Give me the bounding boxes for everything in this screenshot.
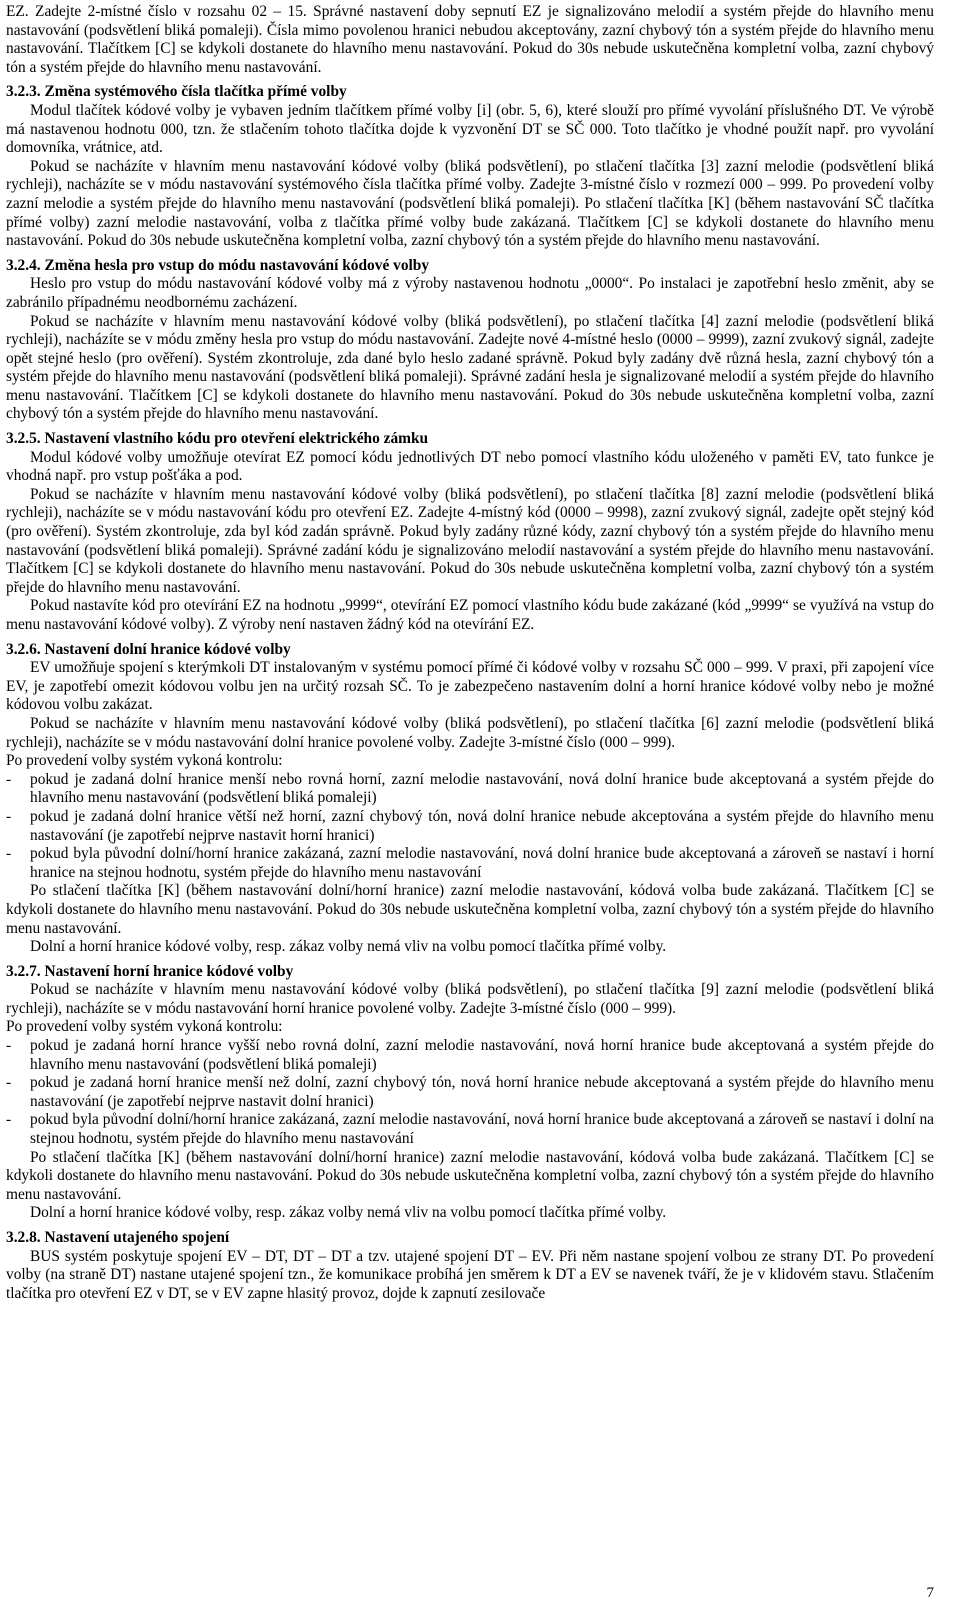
list-item-text: pokud byla původní dolní/horní hranice zakázaná, zazní melodie nastavování, nová dolní hranice bude akceptovaná a zároveň se nastaví i horní hranice na stejnou hodnotu, systém přejde do hlavního menu nastavování xyxy=(30,845,934,881)
list-item xyxy=(6,771,934,808)
section-heading: 3.2.3. Změna systémového čísla tlačítka přímé volby xyxy=(6,83,347,101)
section-heading: 3.2.8. Nastavení utajeného spojení xyxy=(6,1229,230,1246)
paragraph: Po stlačení tlačítka [K] (během nastavování dolní/horní hranice) zazní melodie nastavování, kódová volba bude zakázaná. Tlačítkem [C] se kdykoli dostanete do hlavního menu nastavování. Pokud do 30s nebude uskutečněna kompletní volba, zazní chybový tón a systém přejde do hlavního menu nastavování. xyxy=(6,882,934,937)
section-heading: 3.2.7. Nastavení horní hranice kódové volby xyxy=(6,962,294,980)
paragraph: Pokud se nacházíte v hlavním menu nastavování kódové volby (bliká podsvětlení), po stlačení tlačítka [3] zazní melodie (podsvětlení bliká rychleji), nacházíte se v módu nastavování systémového čísla tlačítka přímé volby. Zadejte 3-místné číslo v rozmezí 000 – 999. Po provedení volby zazní melodie a systém přejde do hlavního menu nastavování (podsvětlení bliká pomaleji). Po stlačení tlačítka [K] (během nastavování SČ tlačítka přímé volby) zazní melodie nastavování, volba z tlačítka přímé volby bude zakázaná. Tlačítkem [C] se kdykoli dostanete do hlavního menu nastavování. Pokud do 30s nebude uskutečněna kompletní volba, zazní chybový tón a systém přejde do hlavního menu nastavování. xyxy=(6,157,934,250)
dash-marker: - xyxy=(6,1111,12,1129)
list-item xyxy=(6,1111,934,1148)
list-item-text: pokud byla původní dolní/horní hranice zakázaná, zazní melodie nastavování, nová horní hranice bude akceptovaná a zároveň se nastaví i dolní na stejnou hodnotu, systém přejde do hlavního menu nastavování xyxy=(30,1111,934,1148)
paragraph: EV umožňuje spojení s kterýmkoli DT instalovaným v systému pomocí přímé či kódové volby v rozsahu SČ 000 – 999. V praxi, při zapojení více EV, je zapotřebí omezit kódovou volbu jen na určitý rozsah SČ. To je zabezpečeno nastavením dolní a horní hranice kódové volby nebo je možné kódovou volbu zakázat. xyxy=(6,659,934,714)
paragraph: Pokud se nacházíte v hlavním menu nastavování kódové volby (bliká podsvětlení), po stlačení tlačítka [9] zazní melodie (podsvětlení bliká rychleji), nacházíte se v módu nastavování horní hranice povolené volby. Zadejte 3-místné číslo (000 – 999). xyxy=(6,981,934,1017)
paragraph: Pokud nastavíte kód pro otevírání EZ na hodnotu „9999“, otevírání EZ pomocí vlastního kódu bude zakázané (kód „9999“ se využívá na vstup do menu nastavování kódové volby). Z výroby není nastaven žádný kód na otevírání EZ. xyxy=(6,597,934,633)
section-heading: 3.2.4. Změna hesla pro vstup do módu nastavování kódové volby xyxy=(6,256,430,274)
dash-marker: - xyxy=(6,1037,12,1055)
list-item-text: pokud je zadaná dolní hranice větší než horní, zazní chybový tón, nová dolní hranice nebude akceptována a systém přejde do hlavního menu nastavování (je zapotřebí nejprve nastavit horní hranici) xyxy=(30,807,934,844)
paragraph: Dolní a horní hranice kódové volby, resp. zákaz volby nemá vliv na volbu pomocí tlačítka přímé volby. xyxy=(30,1204,667,1222)
paragraph: Po stlačení tlačítka [K] (během nastavování dolní/horní hranice) zazní melodie nastavování, kódová volba bude zakázaná. Tlačítkem [C] se kdykoli dostanete do hlavního menu nastavování. Pokud do 30s nebude uskutečněna kompletní volba, zazní chybový tón a systém přejde do hlavního menu nastavování. xyxy=(6,1148,934,1203)
dash-marker: - xyxy=(6,845,12,863)
list-item xyxy=(6,845,934,882)
list-item-text: pokud je zadaná horní hrance vyšší nebo rovná dolní, zazní melodie nastavování, nová horní hranice bude akceptovaná a systém přejde do hlavního menu nastavování (podsvětlení bliká pomaleji) xyxy=(30,1037,934,1073)
paragraph: Pokud se nacházíte v hlavním menu nastavování kódové volby (bliká podsvětlení), po stlačení tlačítka [6] zazní melodie (podsvětlení bliká rychleji), nacházíte se v módu nastavování dolní hranice povolené volby. Zadejte 3-místné číslo (000 – 999). xyxy=(6,714,934,751)
paragraph: Modul kódové volby umožňuje otevírat EZ pomocí kódu jednotlivých DT nebo pomocí vlastního kódu uloženého v paměti EV, tato funkce je vhodná např. pro vstup pošťáka a pod. xyxy=(6,448,934,485)
dash-marker: - xyxy=(6,1074,12,1092)
paragraph: Pokud se nacházíte v hlavním menu nastavování kódové volby (bliká podsvětlení), po stlačení tlačítka [8] zazní melodie (podsvětlení bliká rychleji), nacházíte se v módu nastavování kódu pro otevření EZ. Zadejte 4-místný kód (0000 – 9998), zazní zvukový signál, zadejte opět stejný kód (pro ověření). Systém zkontroluje, zda byl kód zadán správně. Pokud byly zadány různé kódy, zazní chybový tón a systém přejde do hlavního menu nastavování (podsvětlení bliká pomaleji). Správné zadání kódu je signalizováno melodií nastavování a systém přejde do hlavního menu nastavování. Tlačítkem [C] se kdykoli dostanete do hlavního menu nastavování. Pokud do 30s nebude uskutečněna kompletní volba, zazní chybový tón a systém přejde do hlavního menu nastavování. xyxy=(6,485,934,596)
dash-marker: - xyxy=(6,807,12,825)
list-item-text: pokud je zadaná dolní hranice menší nebo rovná horní, zazní melodie nastavování, nová dolní hranice bude akceptovaná a systém přejde do hlavního menu nastavování (podsvětlení bliká pomaleji) xyxy=(30,770,934,807)
paragraph: EZ. Zadejte 2-místné číslo v rozsahu 02 – 15. Správné nastavení doby sepnutí EZ je signalizováno melodií a systém přejde do hlavního menu nastavování (podsvětlení bliká pomaleji). Čísla mimo povolenou hranici nebudou akceptovány, zazní chybový tón a systém přejde do hlavního menu nastavování. Tlačítkem [C] se kdykoli dostanete do hlavního menu nastavování. Pokud do 30s nebude uskutečněna kompletní volba, zazní chybový tón a systém přejde do hlavního menu nastavování. xyxy=(6,3,934,76)
paragraph: Po provedení volby systém vykoná kontrolu: xyxy=(6,1018,283,1036)
list-item xyxy=(6,1037,934,1074)
dash-marker: - xyxy=(6,770,12,788)
section-heading: 3.2.6. Nastavení dolní hranice kódové volby xyxy=(6,640,291,658)
paragraph: Dolní a horní hranice kódové volby, resp. zákaz volby nemá vliv na volbu pomocí tlačítka přímé volby. xyxy=(30,938,667,956)
list-item xyxy=(6,1074,934,1111)
paragraph: Pokud se nacházíte v hlavním menu nastavování kódové volby (bliká podsvětlení), po stlačení tlačítka [4] zazní melodie (podsvětlení bliká rychleji), nacházíte se v módu změny hesla pro vstup do módu nastavování. Zadejte nové 4-místné heslo (0000 – 9999), zazní zvukový signál, zadejte opět stejné heslo (pro ověření). Systém zkontroluje, zda dané bylo heslo zadané správně. Pokud byly zadány dvě různá hesla, zazní chybový tón a systém přejde do hlavního menu nastavování (podsvětlení bliká pomaleji). Správné zadání hesla je signalizované melodií a systém přejde do hlavního menu nastavování. Tlačítkem [C] se kdykoli dostanete do hlavního menu nastavování. Pokud do 30s nebude uskutečněna kompletní volba, zazní chybový tón a systém přejde do hlavního menu nastavování. xyxy=(6,312,934,423)
paragraph: BUS systém poskytuje spojení EV – DT, DT – DT a tzv. utajené spojení DT – EV. Při něm nastane spojení volbou ze strany DT. Po provedení volby (na straně DT) nastane utajené spojení tzn., že komunikace probíhá jen směrem k DT a EV se navenek tváří, že je v klidovém stavu. Stlačením tlačítka pro otevření EZ v DT, se v EV zapne hlasitý provoz, dojde k zapnutí zesilovače xyxy=(6,1247,934,1302)
paragraph: Heslo pro vstup do módu nastavování kódové volby má z výroby nastavenou hodnotu „0000“. Po instalaci je zapotřební heslo změnit, aby se zabránilo případnému neodbornému zacházení. xyxy=(6,275,934,311)
list-item xyxy=(6,808,934,845)
paragraph: Modul tlačítek kódové volby je vybaven jedním tlačítkem přímé volby [i] (obr. 5, 6), které slouží pro přímé vyvolání příslušného DT. Ve výrobě má nastavenou hodnotu 000, tzn. že stlačením tohoto tlačítka dojde k vyzvonění DT se SČ 000. Toto tlačítko je vhodné použít např. pro vyvolání domovníka, vrátnice, atd. xyxy=(6,101,934,157)
list-item-text: pokud je zadaná horní hranice menší než dolní, zazní chybový tón, nová horní hranice nebude akceptovaná a systém přejde do hlavního menu nastavování (je zapotřebí nejprve nastavit dolní hranici) xyxy=(30,1074,934,1110)
page-number: 7 xyxy=(926,1585,934,1602)
paragraph: Po provedení volby systém vykoná kontrolu: xyxy=(6,752,283,770)
section-heading: 3.2.5. Nastavení vlastního kódu pro otevření elektrického zámku xyxy=(6,430,429,448)
